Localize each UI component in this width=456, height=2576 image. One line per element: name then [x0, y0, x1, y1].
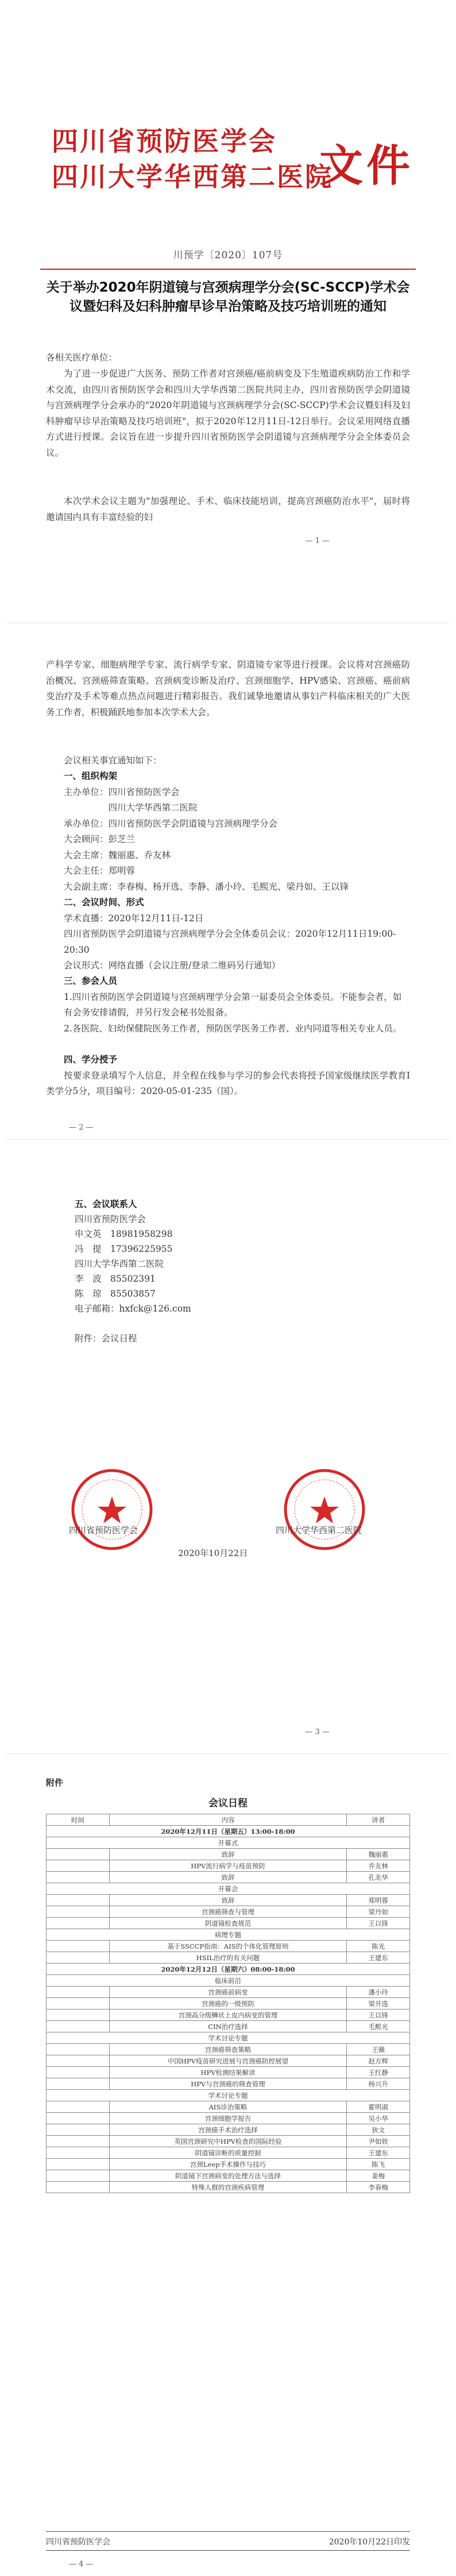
schedule-table: [46, 1814, 410, 2193]
speaker-cell: 乔友林: [347, 1860, 410, 1872]
time-format-line: 学术直播：2020年12月11日-12日: [64, 913, 204, 924]
section-title: 一、组织构架: [64, 771, 118, 781]
official-seal-right: [281, 1467, 368, 1553]
speaker-cell: 王建东: [347, 2147, 410, 2159]
issuer-line-1: 四川省预防医学会: [52, 126, 277, 157]
speaker-cell: 王薇: [347, 2044, 410, 2055]
table-row: [47, 2078, 410, 2090]
table-row: [47, 1872, 410, 1883]
organization-line: 大会主席：魏丽惠、乔友林: [64, 849, 171, 860]
content-cell: 宫颈癌筛查与管理: [109, 1906, 346, 1918]
content-cell: 阴道镜诊断的质量控制: [109, 2147, 346, 2159]
footer-issuer: 四川省预防医学会: [46, 2538, 110, 2547]
speaker-cell: 陈飞: [347, 2159, 410, 2170]
footer-rule: [46, 2550, 410, 2551]
page-2: [6, 629, 450, 1140]
contact-line: 陈 琼 85503857: [75, 1289, 156, 1299]
document-title: 关于举办2020年阴道镜与宫颈病理学分会(SC-SCCP)学术会议暨妇科及妇科肿瘤早诊早治策略及技巧培训班的通知: [46, 280, 410, 314]
table-row: [47, 1895, 410, 1906]
table-row: [47, 2124, 410, 2136]
signature-left: 四川省预防医学会: [69, 1525, 138, 1535]
table-row: [47, 2159, 410, 2170]
attendee-line: 1.四川省预防医学会阴道镜与宫颈病理学分会第一届委员会全体委员。不能参会者，如有会务安排请假，并另行发会秘书处报备。: [64, 991, 402, 1018]
time-cell: [47, 2078, 110, 2090]
time-cell: [47, 1998, 110, 2009]
attachment-note: 附件：会议日程: [75, 1333, 137, 1344]
header-speaker: 讲者: [347, 1814, 410, 1826]
attendee-line: 2.各医院、妇幼保健院医务工作者，预防医学医务工作者、业内同道等相关专业人员。: [64, 1023, 402, 1034]
time-cell: [47, 2055, 110, 2067]
content-cell: 宫颈高分级鳞状上皮内病变的管理: [109, 2009, 346, 2021]
salutation: 各相关医疗单位：: [46, 352, 118, 363]
table-header-row: [47, 1814, 410, 1826]
section-title: 四、学分授予: [64, 1054, 118, 1065]
time-cell: [47, 2101, 110, 2113]
content-cell: HPV流行病学与疫苗预防: [109, 1860, 346, 1872]
red-divider: [40, 269, 416, 270]
content-cell: 中国HPV疫苗研究进展与宫颈癌防控展望: [109, 2055, 346, 2067]
schedule-session-row: [47, 2090, 410, 2101]
credits-text: 按要求登录填写个人信息，并全程在线参与学习的参会代表将授予国家级继续医学教育Ⅰ类学分5分，项目编号：2020-05-01-235（国）。: [46, 1070, 410, 1096]
page-number: — 4 —: [69, 2560, 94, 2569]
speaker-cell: 吴小华: [347, 2113, 410, 2124]
page-number: — 3 —: [305, 1728, 330, 1736]
section-organization: [46, 769, 410, 895]
organization-line: 主办单位：四川省预防医学会: [64, 786, 180, 797]
organization-line: 四川大学华西第二医院: [64, 802, 198, 813]
contact-line: 电子邮箱：hxfck@126.com: [75, 1303, 191, 1314]
content-cell: 阴道镜下宫颈病变的处理方法与选择: [109, 2170, 346, 2182]
contact-line: 四川省预防医学会: [75, 1214, 146, 1224]
content-cell: 特殊人群的宫颈疾病管理: [109, 2182, 346, 2193]
schedule-session-row: [47, 2032, 410, 2044]
speaker-cell: 王以锋: [347, 1918, 410, 1929]
content-cell: 宫颈癌手术治疗选择: [109, 2124, 346, 2136]
time-cell: [47, 1918, 110, 1929]
arrangement-intro: 会议相关事宜通知如下：: [64, 755, 162, 766]
contact-line: 冯 提 17396225955: [75, 1244, 173, 1254]
table-row: [47, 1918, 410, 1929]
session-label: 学术讨论专题: [47, 2032, 410, 2044]
speaker-cell: 王建东: [347, 1952, 410, 1964]
section-time-format: [46, 895, 410, 974]
table-row: [47, 2113, 410, 2124]
time-cell: [47, 2159, 110, 2170]
page-number: — 1 —: [305, 537, 330, 545]
schedule-session-row: [47, 1975, 410, 1987]
speaker-cell: 毛熙光: [347, 2021, 410, 2032]
time-cell: [47, 2009, 110, 2021]
body-paragraph-1: 为了进一步促进广大医务、预防工作者对宫颈癌/癌前病变及下生殖道疾病防治工作和学术交流，由四川省预防医学会和四川大学华西第二医院共同主办，四川省预防医学会阴道镜与宫颈病理学分会承办的"2020年阴道镜与宫颈病理学分会(SC-SCCP)学术会议暨妇科及妇科肿瘤早诊早治策略及技巧培训班"，拟于2020年12月11日-12日举行。会议采用网络直播方式进行授课。会议旨在进一步提升四川省预防医学会阴道镜与宫颈病理学分会全体委员会议。: [46, 368, 410, 458]
time-cell: [47, 2136, 110, 2147]
schedule-session-row: [47, 1929, 410, 1941]
organization-line: 大会副主席：李春梅、杨开选、李静、潘小玲、毛熙光、梁丹如、王以锋: [64, 881, 349, 892]
section-title: 二、会议时间、形式: [64, 897, 144, 907]
signature-right: 四川大学华西第二医院: [276, 1525, 362, 1535]
content-cell: HSIL治疗的有关问题: [109, 1952, 346, 1964]
contact-section: [75, 1197, 410, 1346]
speaker-cell: 陈光: [347, 1941, 410, 1952]
time-cell: [47, 2124, 110, 2136]
time-cell: [47, 1906, 110, 1918]
time-cell: [47, 1941, 110, 1952]
content-cell: 英国宫颈研究中HPV检查的国际经验: [109, 2136, 346, 2147]
time-cell: [47, 2044, 110, 2055]
table-row: [47, 1941, 410, 1952]
speaker-cell: 李春梅: [347, 2182, 410, 2193]
speaker-cell: 郑明蓉: [347, 1895, 410, 1906]
content-cell: CIN治疗选择: [109, 2021, 346, 2032]
time-cell: [47, 2147, 110, 2159]
table-row: [47, 2021, 410, 2032]
time-cell: [47, 1952, 110, 1964]
content-cell: 宫颈癌前病变: [109, 1987, 346, 1998]
footer-date: 2020年10月22日印发: [329, 2538, 410, 2547]
session-label: 临床前沿: [47, 1975, 410, 1987]
speaker-cell: 潘小玲: [347, 1987, 410, 1998]
day-label: 2020年12月11日（星期五）13:00-18:00: [47, 1826, 410, 1837]
speaker-cell: 霍明淑: [347, 2101, 410, 2113]
schedule-session-row: [47, 1883, 410, 1895]
speaker-cell: 王以锋: [347, 2009, 410, 2021]
table-row: [47, 1906, 410, 1918]
official-seal-left: [69, 1467, 155, 1553]
table-row: [47, 1998, 410, 2009]
organization-line: 大会主任：郑明蓉: [64, 866, 136, 876]
section-attendees: [46, 973, 410, 1037]
content-cell: 致辞: [109, 1872, 346, 1883]
time-format-line: 四川省预防医学会阴道镜与宫颈病理学分会全体委员会议：2020年12月11日19:00-20:30: [64, 929, 396, 955]
content-cell: 阴道镜检查规范: [109, 1918, 346, 1929]
speaker-cell: 尹如铁: [347, 2136, 410, 2147]
schedule-day-row: [47, 1964, 410, 1975]
issuer-line-2: 四川大学华西第二医院: [52, 161, 333, 192]
page-3: [6, 1145, 450, 1754]
content-cell: 宫颈癌筛查策略: [109, 2044, 346, 2055]
speaker-cell: 杨兴升: [347, 2078, 410, 2090]
contact-line: 申文英 18981958298: [75, 1229, 173, 1239]
speaker-cell: 梁开选: [347, 1998, 410, 2009]
speaker-cell: 狄文: [347, 2124, 410, 2136]
section-title: 五、会议联系人: [75, 1199, 137, 1209]
content-cell: 基于SSCCP指南：AIS的个体化管理原则: [109, 1941, 346, 1952]
speaker-cell: 孔北华: [347, 1872, 410, 1883]
organization-line: 大会顾问：彭芝兰: [64, 834, 136, 844]
document-word: 文件: [319, 140, 414, 191]
time-cell: [47, 1849, 110, 1860]
content-cell: 致辞: [109, 1849, 346, 1860]
footer-rule: [46, 2531, 410, 2532]
time-cell: [47, 1987, 110, 1998]
footer: [46, 2536, 410, 2547]
table-row: [47, 2101, 410, 2113]
contact-line: 李 波 85502391: [75, 1274, 156, 1284]
content-cell: AIS诊治策略: [109, 2101, 346, 2113]
speaker-cell: 梁丹如: [347, 1906, 410, 1918]
schedule-title: 会议日程: [208, 1798, 248, 1809]
time-cell: [47, 1895, 110, 1906]
content-cell: 宫颈癌的一级预防: [109, 1998, 346, 2009]
schedule-day-row: [47, 1826, 410, 1837]
page-4: [6, 1759, 450, 2576]
schedule-session-row: [47, 1837, 410, 1849]
session-label: 开幕式: [47, 1837, 410, 1849]
content-cell: HPV检测结果解读: [109, 2067, 346, 2078]
body-paragraph-continued: 产科学专家、细胞病理学专家、流行病学专家、阴道镜专家等进行授课。会议将对宫颈癌防治概况、宫颈癌筛查策略、宫颈病变诊断及治疗、宫颈细胞学、HPV感染、宫颈癌、癌前病变治疗及手术等难点热点问题进行精彩报告。我们诚挚地邀请从事妇产科临床相关的广大医务工作者，积极踊跃地参加本次学术大会。: [46, 659, 410, 717]
session-label: 病理专题: [47, 1929, 410, 1941]
session-label: 学术讨论专题: [47, 2090, 410, 2101]
time-cell: [47, 2113, 110, 2124]
table-row: [47, 2182, 410, 2193]
table-row: [47, 2067, 410, 2078]
time-cell: [47, 1872, 110, 1883]
day-label: 2020年12月12日（星期六）08:00-18:00: [47, 1964, 410, 1975]
table-row: [47, 1987, 410, 1998]
table-row: [47, 2009, 410, 2021]
header-content: 内容: [109, 1814, 346, 1826]
speaker-cell: 魏丽惠: [347, 1849, 410, 1860]
annex-label: 附件: [46, 1778, 64, 1788]
speaker-cell: 姜梅: [347, 2170, 410, 2182]
speaker-cell: 赵方辉: [347, 2055, 410, 2067]
speaker-cell: 王红静: [347, 2067, 410, 2078]
session-label: 开幕会: [47, 1883, 410, 1895]
content-cell: 宫颈Leep手术操作与技巧: [109, 2159, 346, 2170]
contact-line: 四川大学华西第二医院: [75, 1259, 164, 1269]
section-credits: [46, 1052, 410, 1100]
table-row: [47, 2044, 410, 2055]
content-cell: HPV与宫颈癌的筛查管理: [109, 2078, 346, 2090]
table-row: [47, 1849, 410, 1860]
page-number: — 2 —: [69, 1123, 94, 1132]
time-cell: [47, 2067, 110, 2078]
document-header: [52, 121, 414, 192]
time-cell: [47, 2170, 110, 2182]
time-format-line: 会议形式：网络直播（会议注册/登录二维码另行通知）: [64, 960, 281, 971]
page-1: [6, 0, 450, 623]
time-cell: [47, 1860, 110, 1872]
document-number: 川预学〔2020〕107号: [173, 250, 283, 261]
time-cell: [47, 2182, 110, 2193]
table-row: [47, 1860, 410, 1872]
issue-date: 2020年10月22日: [178, 1548, 248, 1558]
content-cell: 宫颈细胞学报告: [109, 2113, 346, 2124]
header-time: 时间: [47, 1814, 110, 1826]
body-paragraph-2: 本次学术会议主题为"加强理论、手术、临床技能培训，提高宫颈癌防治水平"，届时将邀请国内具有丰富经验的妇: [46, 496, 410, 522]
table-row: [47, 2136, 410, 2147]
table-row: [47, 2055, 410, 2067]
organization-line: 承办单位：四川省预防医学会阴道镜与宫颈病理学分会: [64, 818, 278, 829]
time-cell: [47, 2021, 110, 2032]
table-row: [47, 1952, 410, 1964]
content-cell: 致辞: [109, 1895, 346, 1906]
table-row: [47, 2147, 410, 2159]
section-title: 三、参会人员: [64, 976, 118, 986]
table-row: [47, 2170, 410, 2182]
